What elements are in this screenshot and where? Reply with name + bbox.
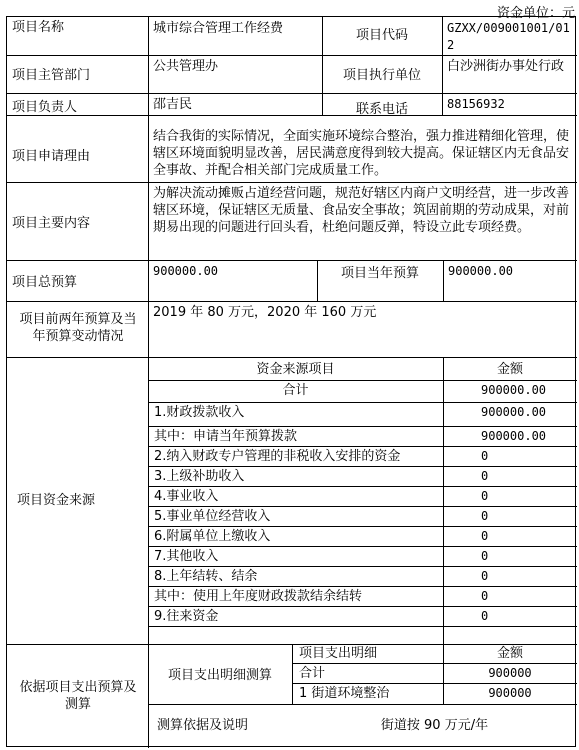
expense-detail-label: 项目支出明细测算 xyxy=(167,668,272,683)
funding-row-amount: 0 xyxy=(481,449,489,463)
reason-label: 项目申请理由 xyxy=(12,149,91,164)
funding-row-amount: 0 xyxy=(481,549,489,563)
total-budget-value: 900000.00 xyxy=(153,264,219,278)
funding-row-name: 3.上级补助收入 xyxy=(154,469,245,484)
funding-row-amount: 900000.00 xyxy=(481,405,547,419)
expense-row-name: 合计 xyxy=(299,666,326,681)
phone-value: 88156932 xyxy=(447,97,505,111)
owner-value: 邵吉民 xyxy=(153,97,193,112)
supervisor-dept-value: 公共管理办 xyxy=(153,59,219,74)
prev-budget-value: 2019 年 80 万元，2020 年 160 万元 xyxy=(153,305,377,320)
funding-row-amount: 0 xyxy=(481,609,489,623)
exec-unit-value: 白沙洲街办事处行政 xyxy=(447,59,565,74)
funding-row-name: 7.其他收入 xyxy=(154,549,219,564)
expense-label: 依据项目支出预算及测算 xyxy=(19,680,137,712)
funding-row-amount: 0 xyxy=(481,589,489,603)
funding-row-name: 2.纳入财政专户管理的非税收入安排的资金 xyxy=(154,449,401,464)
funding-row-amount: 0 xyxy=(481,569,489,583)
funding-row-amount: 900000.00 xyxy=(481,383,547,397)
expense-header-amount: 金额 xyxy=(496,646,523,661)
total-budget-label: 项目总预算 xyxy=(12,275,78,290)
expense-row-amount: 900000 xyxy=(488,686,532,700)
funding-row-name: 5.事业单位经营收入 xyxy=(154,509,271,524)
year-budget-value: 900000.00 xyxy=(448,264,514,278)
prev-budget-label: 项目前两年预算及当年预算变动情况 xyxy=(19,312,137,344)
project-name-value: 城市综合管理工作经费 xyxy=(153,21,284,36)
funding-row-name: 其中：使用上年度财政拨款结余结转 xyxy=(154,589,363,604)
basis-value: 街道按 90 万元/年 xyxy=(380,718,489,733)
unit-label: 资金单位：元 xyxy=(496,6,575,21)
project-code-label: 项目代码 xyxy=(355,28,408,43)
funding-row-amount: 0 xyxy=(481,529,489,543)
funding-row-name: 6.附属单位上缴收入 xyxy=(154,529,271,544)
funding-header-source: 资金来源项目 xyxy=(256,362,335,377)
funding-header-amount: 金额 xyxy=(496,362,523,377)
funding-row-amount: 0 xyxy=(481,509,489,523)
project-name-label: 项目名称 xyxy=(12,20,65,35)
expense-header-detail: 项目支出明细 xyxy=(299,646,378,661)
content-value: 为解决流动摊贩占道经营问题，规范好辖区内商户文明经营，进一步改善辖区环境，保证辖区无质量、食品安全事故；筑固前期的劳动成果，对前期易出现的问题进行回头看，杜绝问题反弹，特设立此专项经费。 xyxy=(153,186,570,235)
funding-row-name: 9.往来资金 xyxy=(154,609,219,624)
content-label: 项目主要内容 xyxy=(12,216,91,231)
exec-unit-label: 项目执行单位 xyxy=(342,68,421,83)
expense-row-name: 1 街道环境整治 xyxy=(299,686,390,701)
supervisor-dept-label: 项目主管部门 xyxy=(12,68,91,83)
funding-row-name: 其中：申请当年预算拨款 xyxy=(154,429,298,444)
owner-label: 项目负责人 xyxy=(12,100,78,115)
expense-row-amount: 900000 xyxy=(488,666,532,680)
funding-row-name: 8.上年结转、结余 xyxy=(154,569,258,584)
funding-row-name: 合计 xyxy=(282,383,309,398)
funding-source-label: 项目资金来源 xyxy=(17,493,96,508)
funding-row-name: 1.财政拨款收入 xyxy=(154,405,245,420)
year-budget-label: 项目当年预算 xyxy=(340,266,419,281)
reason-value: 结合我街的实际情况，全面实施环境综合整治，强力推进精细化管理，使辖区环境面貌明显改善，居民满意度得到较大提高。保证辖区内无食品安全事故、并配合相关部门完成质量工作。 xyxy=(153,129,570,178)
budget-table xyxy=(6,16,576,747)
funding-row-amount: 0 xyxy=(481,489,489,503)
funding-row-amount: 0 xyxy=(481,469,489,483)
phone-label: 联系电话 xyxy=(355,102,408,117)
funding-row-name: 4.事业收入 xyxy=(154,489,219,504)
project-code-value: GZXX/009001001/012 xyxy=(447,21,570,52)
basis-label: 测算依据及说明 xyxy=(157,718,249,733)
funding-row-amount: 900000.00 xyxy=(481,429,547,443)
